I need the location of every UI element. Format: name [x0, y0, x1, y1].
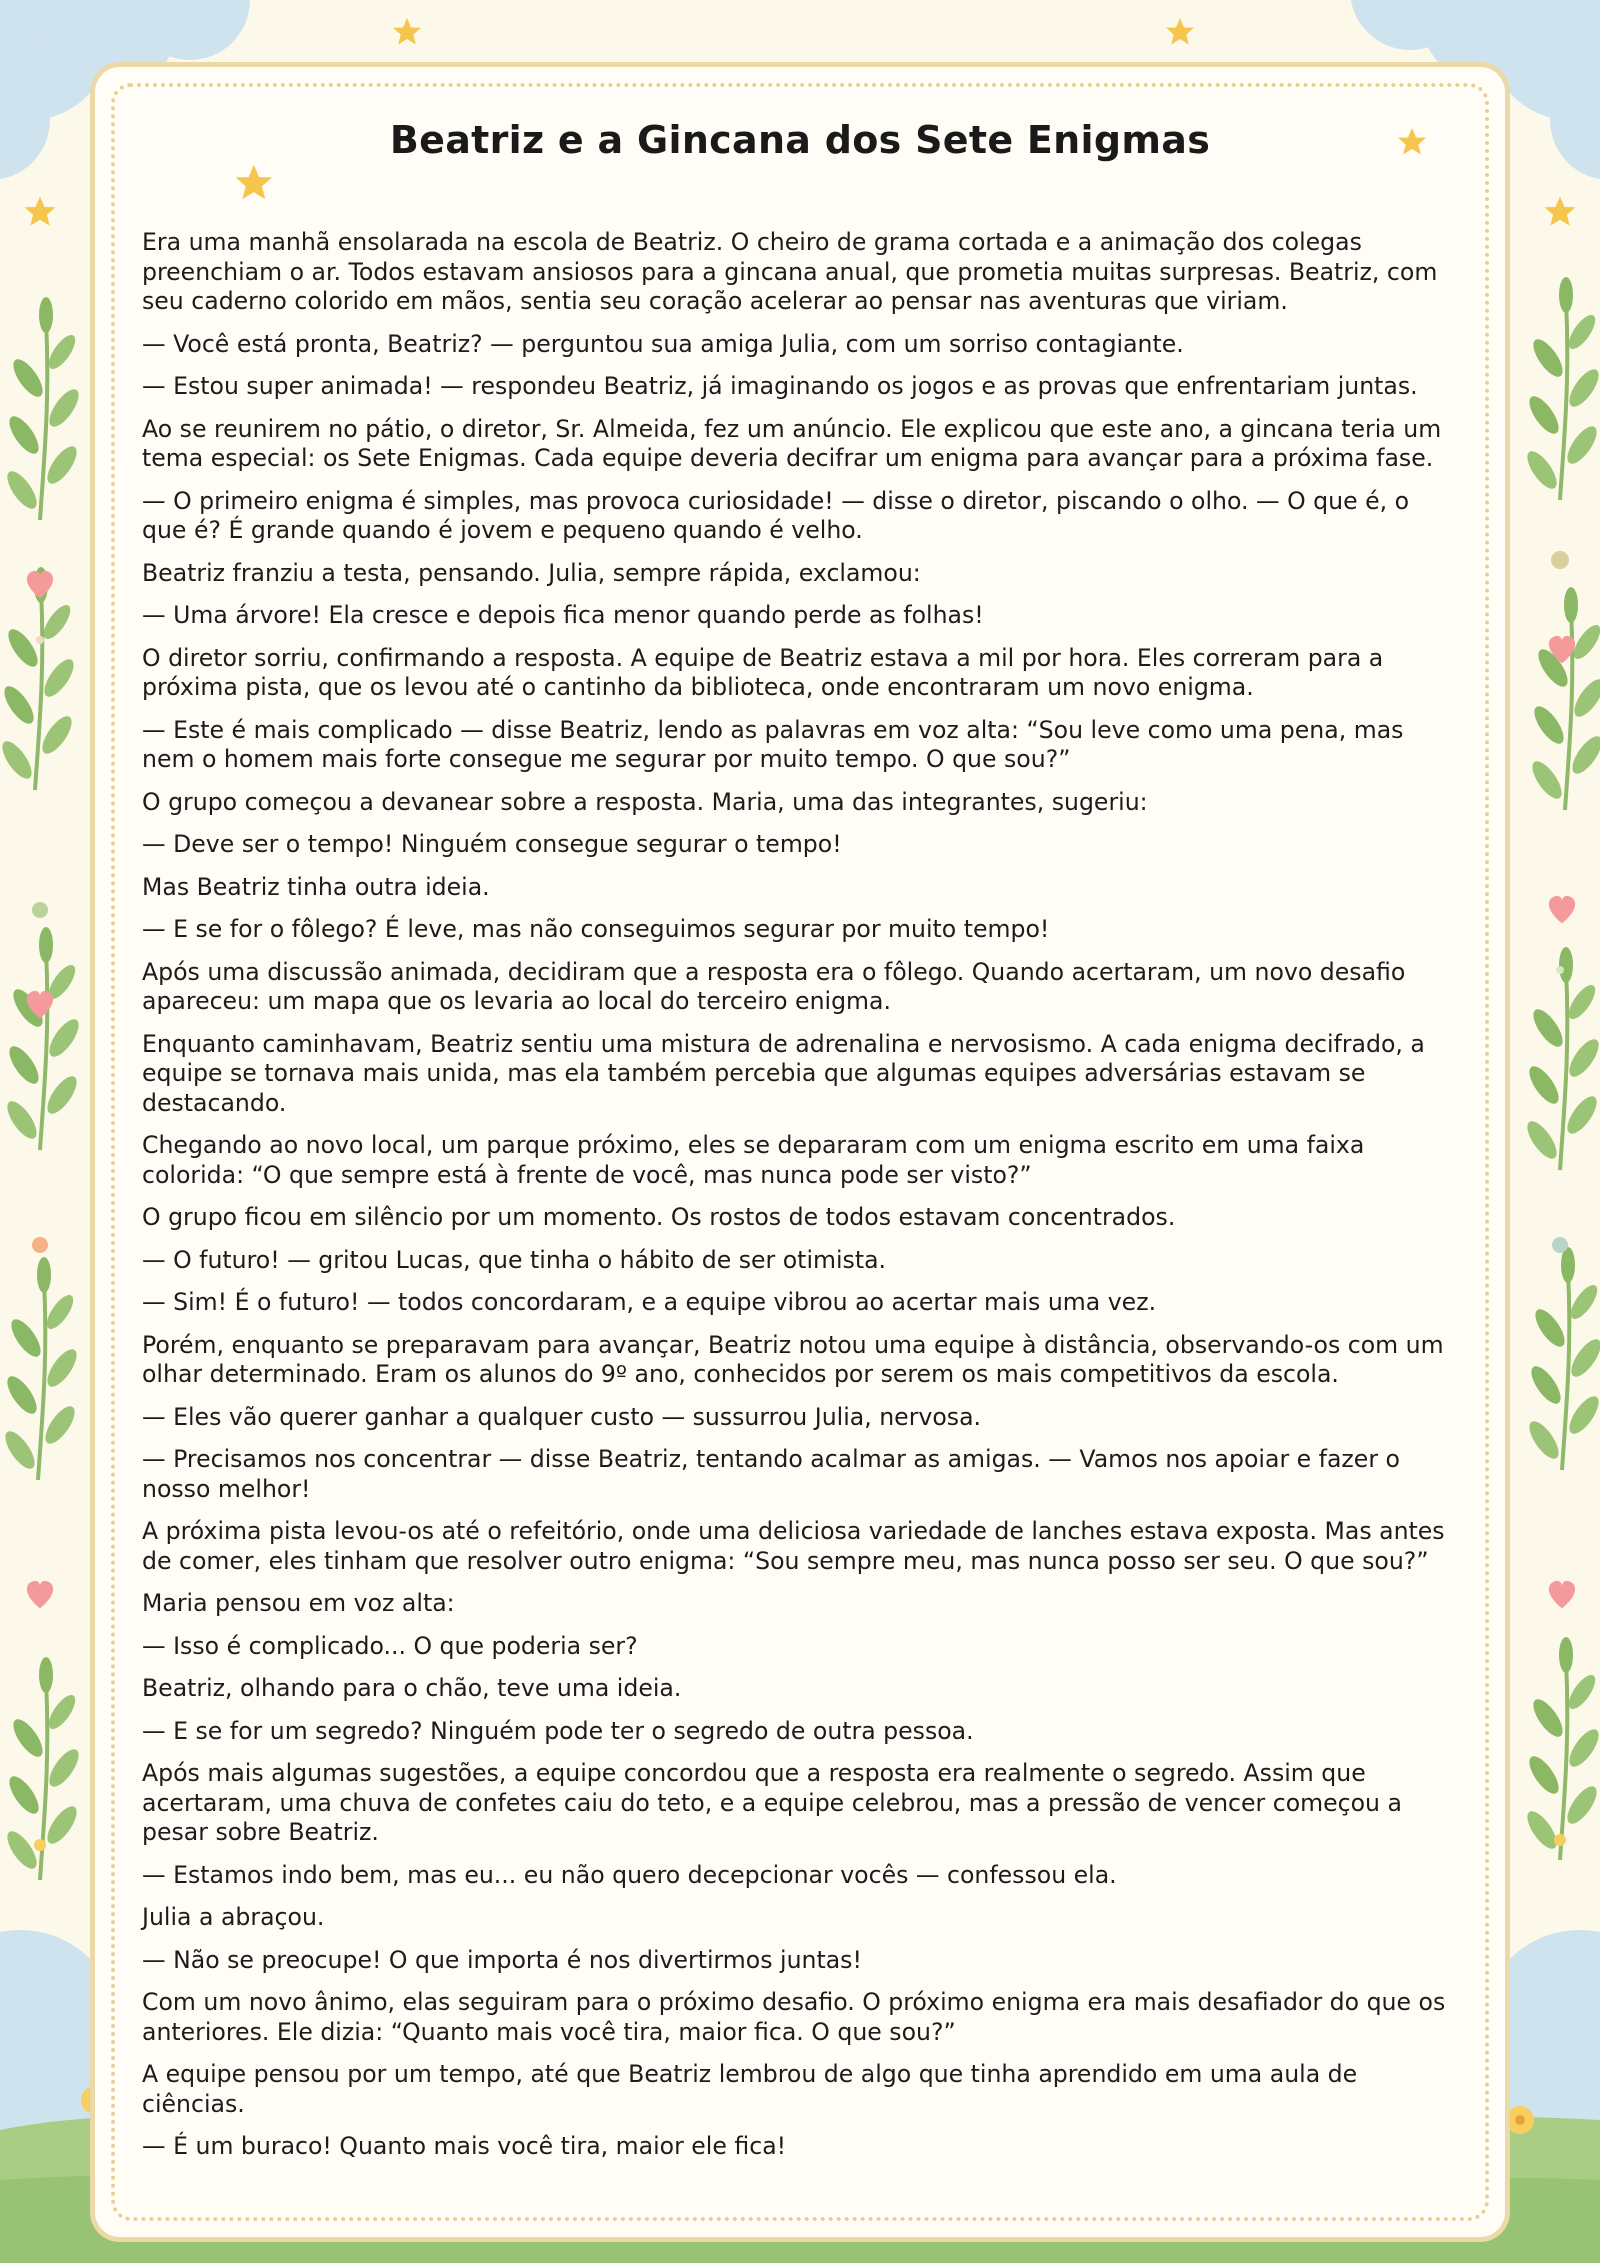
star-icon [1398, 128, 1426, 155]
story-paragraph: Porém, enquanto se preparavam para avançar, Beatriz notou uma equipe à distância, observando-os com um olhar determinado. Eram os alunos do 9º ano, conhecidos por serem os mais competitivos da escola. [142, 1330, 1444, 1388]
story-paragraph: Beatriz franziu a testa, pensando. Julia, sempre rápida, exclamou: [142, 558, 921, 587]
story-paragraph: — Você está pronta, Beatriz? — perguntou sua amiga Julia, com um sorriso contagiante. [142, 329, 1184, 358]
story-paragraph: — Este é mais complicado — disse Beatriz, lendo as palavras em voz alta: “Sou leve como uma pena, mas nem o homem mais forte consegue me segurar por muito tempo. O que sou?” [142, 715, 1404, 773]
story-paragraph: O grupo ficou em silêncio por um momento. Os rostos de todos estavam concentrados. [142, 1203, 1176, 1231]
story-paragraph: Mas Beatriz tinha outra ideia. [142, 872, 490, 901]
story-paragraph: — Eles vão querer ganhar a qualquer custo — sussurrou Julia, nervosa. [142, 1402, 982, 1431]
story-paragraph: Julia a abraçou. [142, 1903, 325, 1931]
star-icon [236, 165, 272, 199]
story-paragraph: A próxima pista levou-os até o refeitório, onde uma deliciosa variedade de lanches estava exposta. Mas antes de comer, eles tinham que resolver outro enigma: “Sou sempre meu, mas nunca posso ser seu. O que sou?” [142, 1517, 1445, 1575]
story-paragraph: — Não se preocupe! O que importa é nos divertirmos juntas! [142, 1945, 862, 1974]
story-paragraph: — E se for o fôlego? É leve, mas não conseguimos segurar por muito tempo! [142, 915, 1050, 943]
story-paragraph: — Sim! É o futuro! — todos concordaram, e a equipe vibrou ao acertar mais uma vez. [142, 1288, 1157, 1316]
story-paragraph: — Estou super animada! — respondeu Beatriz, já imaginando os jogos e as provas que enfrentariam juntas. [142, 372, 1418, 400]
story-paragraph: — Deve ser o tempo! Ninguém consegue segurar o tempo! [142, 830, 842, 858]
story-paragraph: — E se for um segredo? Ninguém pode ter o segredo de outra pessoa. [142, 1716, 974, 1745]
story-paragraph: Era uma manhã ensolarada na escola de Beatriz. O cheiro de grama cortada e a animação dos colegas preenchiam o ar. Todos estavam ansiosos para a gincana anual, que prometia muitas surpresas. Beatriz, com seu caderno colorido em mãos, sentia seu coração acelerar ao pensar nas aventuras que viriam. [142, 228, 1438, 315]
story-title: Beatriz e a Gincana dos Sete Enigmas [389, 118, 1211, 162]
story-paragraph: — Isso é complicado... O que poderia ser? [142, 1631, 638, 1660]
story-paragraph: — Precisamos nos concentrar — disse Beatriz, tentando acalmar as amigas. — Vamos nos apoiar e fazer o nosso melhor! [142, 1445, 1400, 1503]
story-paragraph: — Estamos indo bem, mas eu... eu não quero decepcionar vocês — confessou ela. [142, 1860, 1117, 1889]
story-paragraph: O grupo começou a devanear sobre a resposta. Maria, uma das integrantes, sugeriu: [142, 787, 1148, 816]
story-paragraph: Enquanto caminhavam, Beatriz sentiu uma mistura de adrenalina e nervosismo. A cada enigma decifrado, a equipe se tornava mais unida, mas ela também percebia que algumas equipes adversárias estavam se destacando. [142, 1029, 1425, 1117]
story-paragraph: Após mais algumas sugestões, a equipe concordou que a resposta era realmente o segredo. Assim que acertaram, uma chuva de confetes caiu do teto, e a equipe celebrou, mas a pressão de vencer começou a pesar sobre Beatriz. [142, 1759, 1402, 1846]
story-paragraph: Beatriz, olhando para o chão, teve uma ideia. [142, 1674, 682, 1702]
story-paragraph: Maria pensou em voz alta: [142, 1589, 455, 1617]
story-paragraph: — O futuro! — gritou Lucas, que tinha o hábito de ser otimista. [142, 1245, 887, 1274]
story-paragraph: — O primeiro enigma é simples, mas provoca curiosidade! — disse o diretor, piscando o olho. — O que é, o que é? É grande quando é jovem e pequeno quando é velho. [142, 486, 1410, 544]
story-paragraph: O diretor sorriu, confirmando a resposta. A equipe de Beatriz estava a mil por hora. Eles correram para a próxima pista, que os levou até o cantinho da biblioteca, onde encontraram um novo enigma. [142, 643, 1384, 701]
story-paragraph: Com um novo ânimo, elas seguiram para o próximo desafio. O próximo enigma era mais desafiador do que os anteriores. Ele dizia: “Quanto mais você tira, maior fica. O que sou?” [142, 1988, 1446, 2046]
story-body [142, 228, 1452, 2175]
story-paragraph: Ao se reunirem no pátio, o diretor, Sr. Almeida, fez um anúncio. Ele explicou que este ano, a gincana teria um tema especial: os Sete Enigmas. Cada equipe deveria decifrar um enigma para avançar para a próxima fase. [142, 414, 1442, 472]
story-paragraph: Chegando ao novo local, um parque próximo, eles se depararam com um enigma escrito em uma faixa colorida: “O que sempre está à frente de você, mas nunca pode ser visto?” [142, 1131, 1365, 1189]
story-paragraph: — Uma árvore! Ela cresce e depois fica menor quando perde as folhas! [142, 601, 984, 629]
story-paragraph: A equipe pensou por um tempo, até que Beatriz lembrou de algo que tinha aprendido em uma aula de ciências. [142, 2060, 1358, 2118]
story-paragraph: Após uma discussão animada, decidiram que a resposta era o fôlego. Quando acertaram, um novo desafio apareceu: um mapa que os levaria ao local do terceiro enigma. [142, 957, 1406, 1015]
story-paragraph: — É um buraco! Quanto mais você tira, maior ele fica! [142, 2132, 787, 2160]
